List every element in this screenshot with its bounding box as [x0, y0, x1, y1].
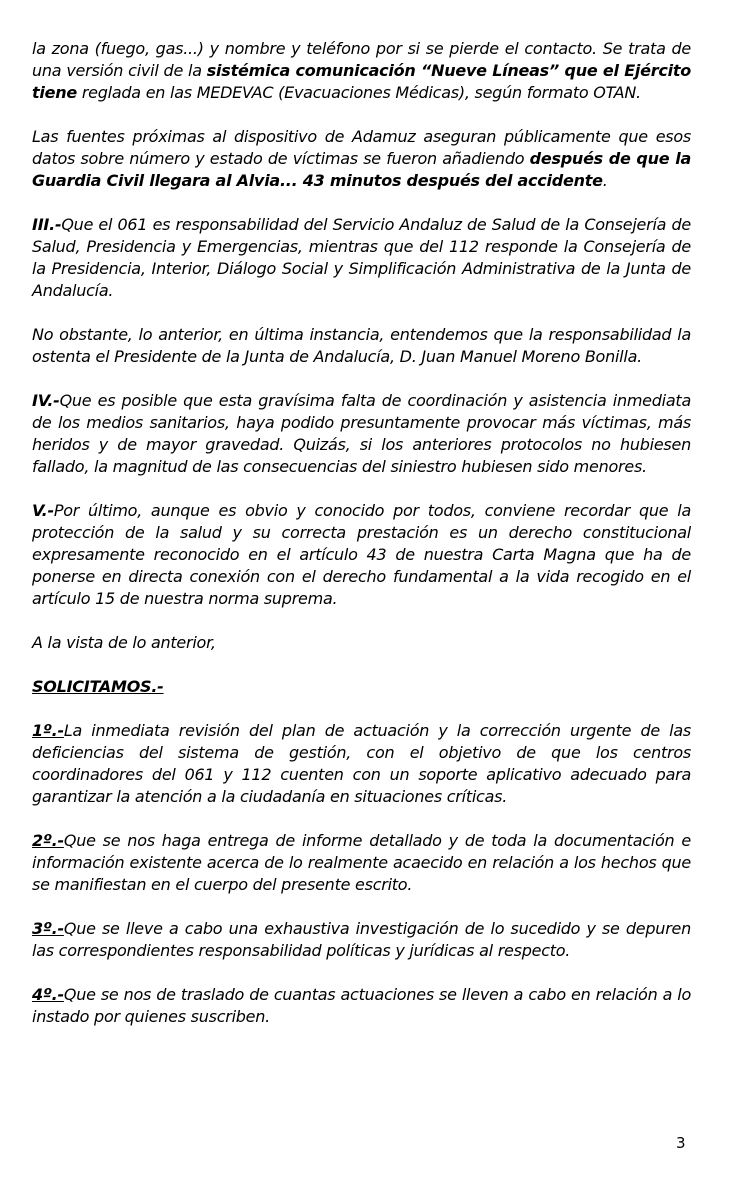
section-number: V.- — [32, 501, 54, 520]
text-run: Que se nos de traslado de cuantas actuaciones se lleven a cabo en relación a lo instado por quienes suscriben. — [32, 985, 691, 1026]
paragraph-iv — [32, 390, 691, 478]
text-run: Que el 061 es responsabilidad del Servicio Andaluz de Salud de la Consejería de Salud, Presidencia y Emergencias, mientras que del 112 responde la Consejería de la Presidencia, Interior, Diálogo Social y Simplificación Administrativa de la Junta de Andalucía. — [32, 215, 691, 300]
text-run: La inmediata revisión del plan de actuación y la corrección urgente de las deficiencias del sistema de gestión, con el objetivo de que los centros coordinadores del 061 y 112 cuenten con un soporte aplicativo adecuado para garantizar la atención a la ciudadanía en situaciones críticas. — [32, 721, 691, 806]
request-item-3 — [32, 918, 691, 962]
text-run: Que se nos haga entrega de informe detallado y de toda la documentación e información existente acerca de lo realmente acaecido en relación a los hechos que se manifiestan en el cuerpo del presente escrito. — [32, 831, 691, 894]
bold-text-run: después de que la Guardia Civil llegara al Alvia... 43 minutos después del accidente — [32, 149, 691, 190]
text-run: Por último, aunque es obvio y conocido por todos, conviene recordar que la protección de la salud y su correcta prestación es un derecho constitucional expresamente reconocido en el artículo 43 de nuestra Carta Magna que ha de ponerse en directa conexión con el derecho fundamental a la vida recogido en el artículo 15 de nuestra norma suprema. — [32, 501, 691, 608]
page-number: 3 — [676, 1134, 686, 1152]
paragraph-responsabilidad — [32, 324, 691, 368]
text-run: Que se lleve a cabo una exhaustiva investigación de lo sucedido y se depuren las correspondientes responsabilidad políticas y jurídicas al respecto. — [32, 919, 691, 960]
text-run: la zona (fuego, gas...) y nombre y teléfono por si se pierde el contacto. Se trata de una versión civil de la — [32, 39, 691, 80]
item-number: 2º.- — [32, 831, 64, 850]
section-heading: SOLICITAMOS.- — [32, 677, 164, 696]
text-run: No obstante, lo anterior, en última instancia, entendemos que la responsabilidad la ostenta el Presidente de la Junta de Andalucía, D. Juan Manuel Moreno Bonilla. — [32, 325, 691, 366]
section-number: IV.- — [32, 391, 60, 410]
item-number: 4º.- — [32, 985, 64, 1004]
text-run: A la vista de lo anterior, — [32, 633, 216, 652]
text-run: Las fuentes próximas al dispositivo de Adamuz aseguran públicamente que esos datos sobre número y estado de víctimas se fueron añadiendo — [32, 127, 691, 168]
bold-text-run: sistémica comunicación “Nueve Líneas” que el Ejército tiene — [32, 61, 692, 102]
text-run: reglada en las MEDEVAC (Evacuaciones Médicas), según formato OTAN. — [76, 83, 641, 102]
section-number: III.- — [32, 215, 62, 234]
text-run: . — [602, 171, 608, 190]
document-page — [32, 38, 691, 1050]
item-number: 3º.- — [32, 919, 64, 938]
paragraph-nueve-lineas — [32, 38, 691, 104]
request-item-4 — [32, 984, 691, 1028]
paragraph-v — [32, 500, 691, 610]
paragraph-vista — [32, 632, 691, 654]
heading-solicitamos — [32, 676, 691, 698]
paragraph-adamuz — [32, 126, 691, 192]
request-item-2 — [32, 830, 691, 896]
item-number: 1º.- — [32, 721, 64, 740]
paragraph-iii — [32, 214, 691, 302]
text-run: Que es posible que esta gravísima falta de coordinación y asistencia inmediata de los medios sanitarios, haya podido presuntamente provocar más víctimas, más heridos y de mayor gravedad. Quizás, si los anteriores protocolos no hubiesen fallado, la magnitud de las consecuencias del siniestro hubiesen sido menores. — [32, 391, 691, 476]
request-item-1 — [32, 720, 691, 808]
